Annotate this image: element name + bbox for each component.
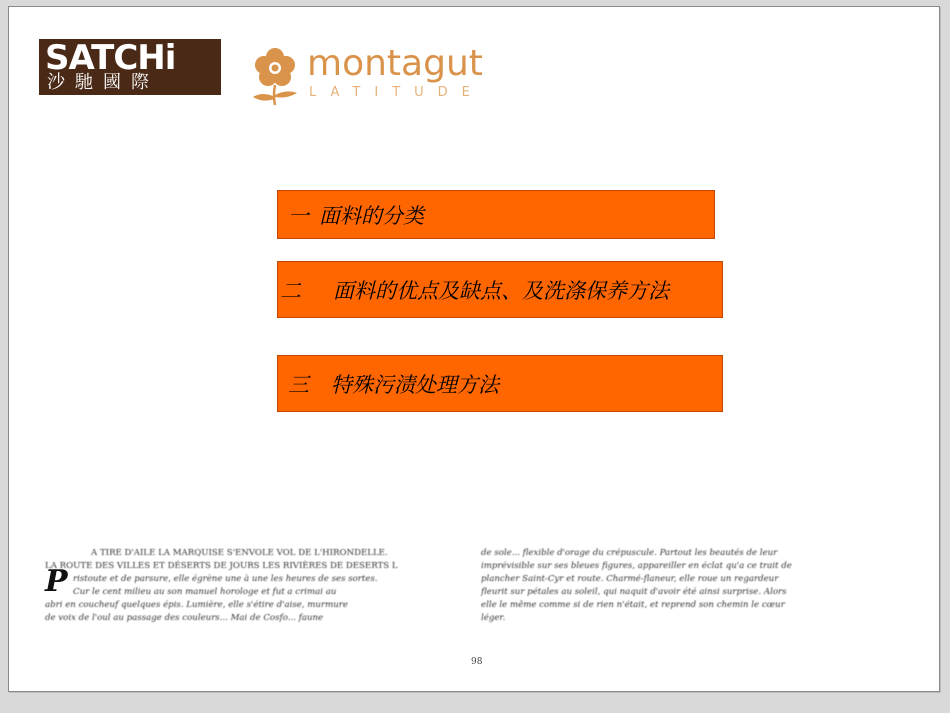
article-line: elle le même comme si de rien n'était, et reprend son chemin le cœur	[481, 600, 785, 610]
article-right-column	[481, 547, 901, 625]
montagut-logo-subtitle: LATITUDE	[309, 85, 484, 100]
montagut-logo-name: montagut	[307, 43, 483, 84]
article-line: abri en coucheuf quelques épis. Lumière, elle s'étire d'aise, murmure	[45, 600, 348, 610]
menu-item-number: 三	[288, 372, 309, 397]
menu-item-2[interactable]	[277, 261, 723, 318]
article-line: Cur le cent milieu au son manuel horologe et fut a crimai au	[73, 587, 337, 597]
menu-item-label: 面料的分类	[319, 203, 424, 228]
article-line: LA ROUTE DES VILLES ET DÉSERTS DE JOURS LES RIVIÈRES DE DESERTS L	[45, 561, 398, 571]
montagut-logo	[245, 43, 505, 107]
article-line: léger.	[481, 613, 506, 623]
menu-item-1[interactable]	[277, 190, 715, 239]
menu-item-number: 二	[280, 278, 301, 303]
article-line: de voix de l'oul au passage des couleurs... Mai de Cosfo... faune	[45, 613, 324, 623]
satchi-logo-chinese: 沙馳國際	[47, 72, 159, 93]
article-line: fleurit sur pétales au soleil, qui naquit d'avoir été ainsi surprise. Alors	[481, 587, 787, 597]
article-line: plancher Saint-Cyr et route. Charmé-flaneur, elle roue un regardeur	[481, 574, 779, 584]
article-dropcap: P	[45, 564, 68, 599]
page-number: 98	[471, 657, 483, 667]
menu-item-number: 一	[288, 203, 309, 228]
article-line: de sole... flexible d'orage du crépuscule. Partout les beautés de leur	[481, 548, 778, 558]
slide-page	[8, 6, 940, 692]
satchi-logo	[39, 39, 221, 95]
menu-item-3[interactable]	[277, 355, 723, 412]
article-line: A TIRE D'AILE LA MARQUISE S'ENVOLE VOL DE L'HIRONDELLE.	[91, 548, 388, 558]
menu-item-label: 特殊污渍处理方法	[331, 372, 499, 397]
flower-icon	[245, 43, 305, 107]
article-line: imprévisible sur ses bleues figures, appareiller en éclat qu'a ce trait de	[481, 561, 792, 571]
article-left-column	[45, 547, 465, 625]
article-line: ristoute et de parsure, elle égrène une à une les heures de ses sortes.	[73, 574, 378, 584]
menu-item-label: 面料的优点及缺点、及洗涤保养方法	[333, 278, 669, 303]
satchi-logo-text: SATCHi	[45, 38, 176, 78]
